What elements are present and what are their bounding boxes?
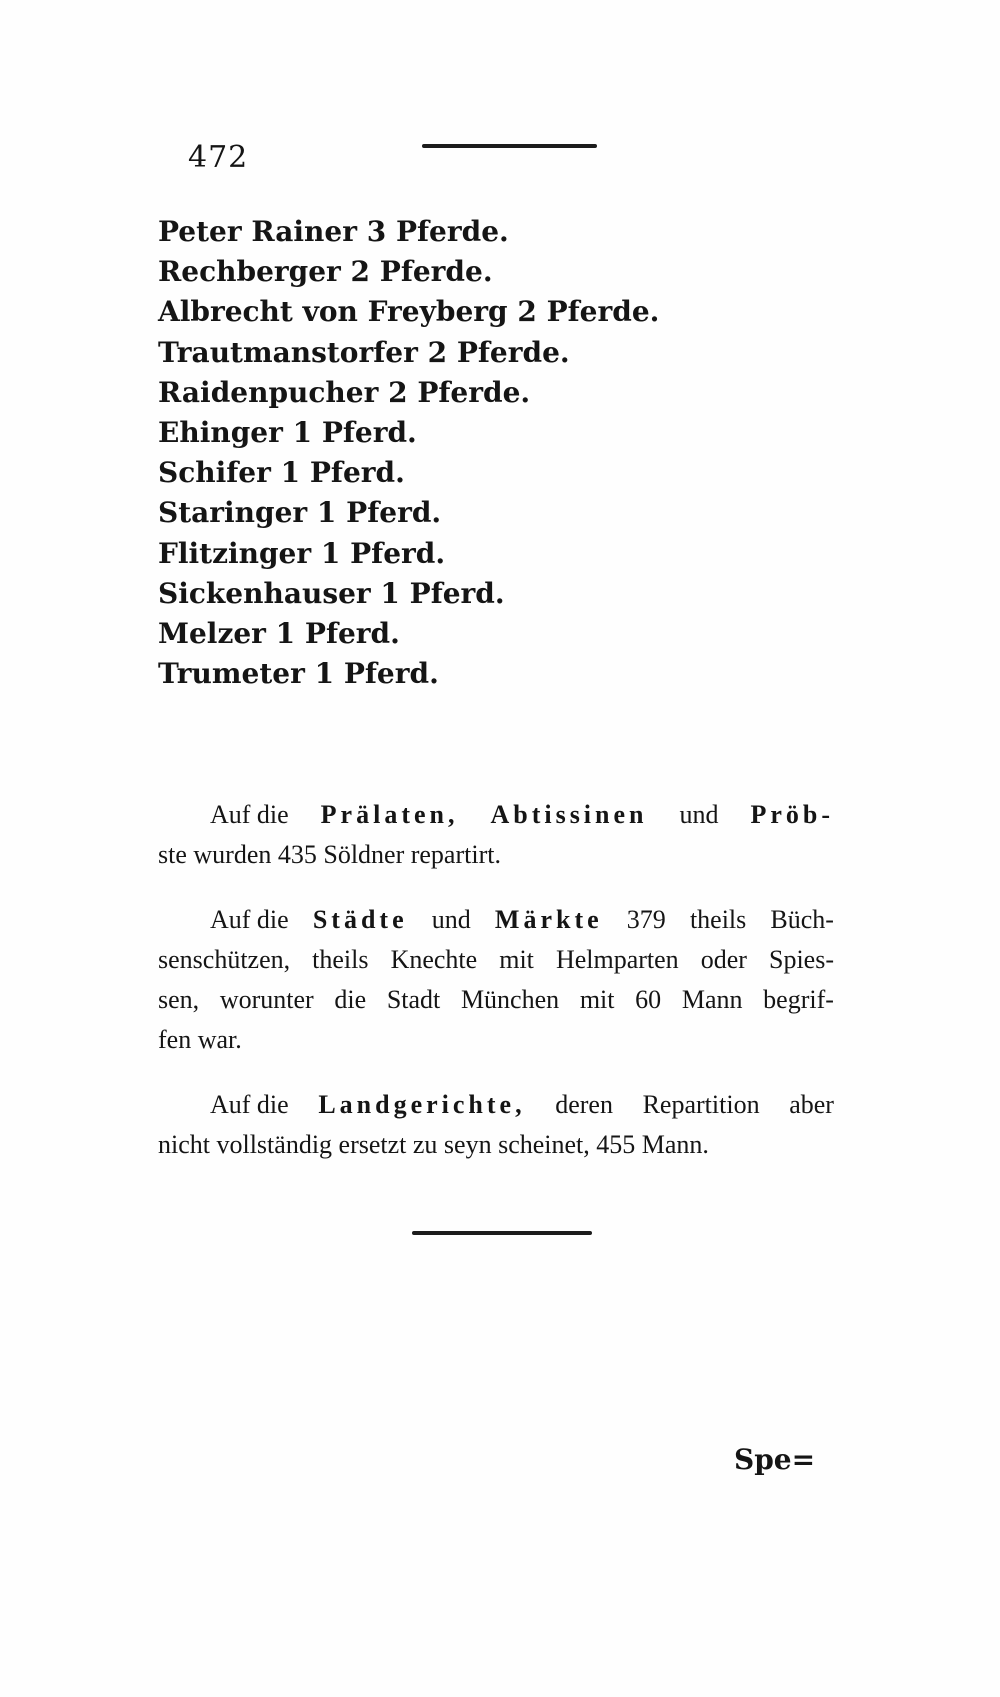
word: theils [312, 945, 369, 974]
word: Spies- [768, 945, 834, 974]
word: Auf die [210, 1090, 289, 1119]
word: mit [579, 985, 615, 1014]
paragraph-district-courts [158, 1085, 834, 1165]
word: Helmparten [555, 945, 679, 974]
word: theils [689, 905, 747, 934]
word: Pröb- [750, 800, 834, 829]
word: die [334, 985, 367, 1014]
word: senschützen, [158, 945, 291, 974]
list-item: Ehinger 1 Pferd. [158, 415, 417, 449]
paragraph-line [158, 1085, 834, 1125]
paragraph-line [158, 940, 834, 980]
word: sen, [158, 985, 200, 1014]
word: Städte [312, 905, 408, 934]
section-end-rule [412, 1231, 592, 1235]
list-item: Rechberger 2 Pferde. [158, 255, 493, 289]
word: Büch- [770, 905, 834, 934]
paragraph-line: nicht vollständig ersetzt zu seyn scheinet, 455 Mann. [158, 1130, 709, 1159]
word: Auf die [210, 905, 289, 934]
paragraph-line: fen war. [158, 1025, 242, 1054]
list-item: Trautmanstorfer 2 Pferde. [158, 335, 570, 369]
word: Repartition [642, 1090, 760, 1119]
word: Mann [681, 985, 743, 1014]
paragraph-line: ste wurden 435 Söldner repartirt. [158, 840, 501, 869]
header-rule [422, 144, 597, 148]
paragraph-prelates [158, 795, 834, 875]
word: Knechte [390, 945, 478, 974]
list-item: Albrecht von Freyberg 2 Pferde. [158, 295, 660, 329]
word: Abtissinen [490, 800, 648, 829]
word: Prälaten, [320, 800, 459, 829]
word: München [460, 985, 560, 1014]
page-number: 472 [188, 140, 249, 175]
word: und [431, 905, 471, 934]
word: aber [789, 1090, 834, 1119]
paragraph-line [158, 900, 834, 940]
word: Märkte [494, 905, 603, 934]
word: begrif- [763, 985, 834, 1014]
list-item: Raidenpucher 2 Pferde. [158, 375, 531, 409]
list-item: Sickenhauser 1 Pferd. [158, 576, 505, 610]
list-item: Staringer 1 Pferd. [158, 496, 442, 530]
list-item: Peter Rainer 3 Pferde. [158, 215, 509, 248]
paragraph-towns [158, 900, 834, 1060]
word: worunter [219, 985, 314, 1014]
paragraph-line [158, 795, 834, 835]
list-item: Schifer 1 Pferd. [158, 456, 405, 490]
word: oder [700, 945, 747, 974]
horse-allocation-list [158, 212, 858, 694]
list-item: Trumeter 1 Pferd. [158, 657, 439, 691]
word: 379 [626, 905, 666, 934]
word: deren [555, 1090, 613, 1119]
word: 60 [635, 985, 662, 1014]
word: Landgerichte, [318, 1090, 526, 1119]
word: mit [499, 945, 534, 974]
word: Auf die [210, 800, 289, 829]
word: und [679, 800, 719, 829]
list-item: Melzer 1 Pferd. [158, 616, 400, 650]
word: Stadt [386, 985, 441, 1014]
list-item: Flitzinger 1 Pferd. [158, 536, 446, 570]
paragraph-line [158, 980, 834, 1020]
catchword: Spe= [734, 1443, 816, 1476]
